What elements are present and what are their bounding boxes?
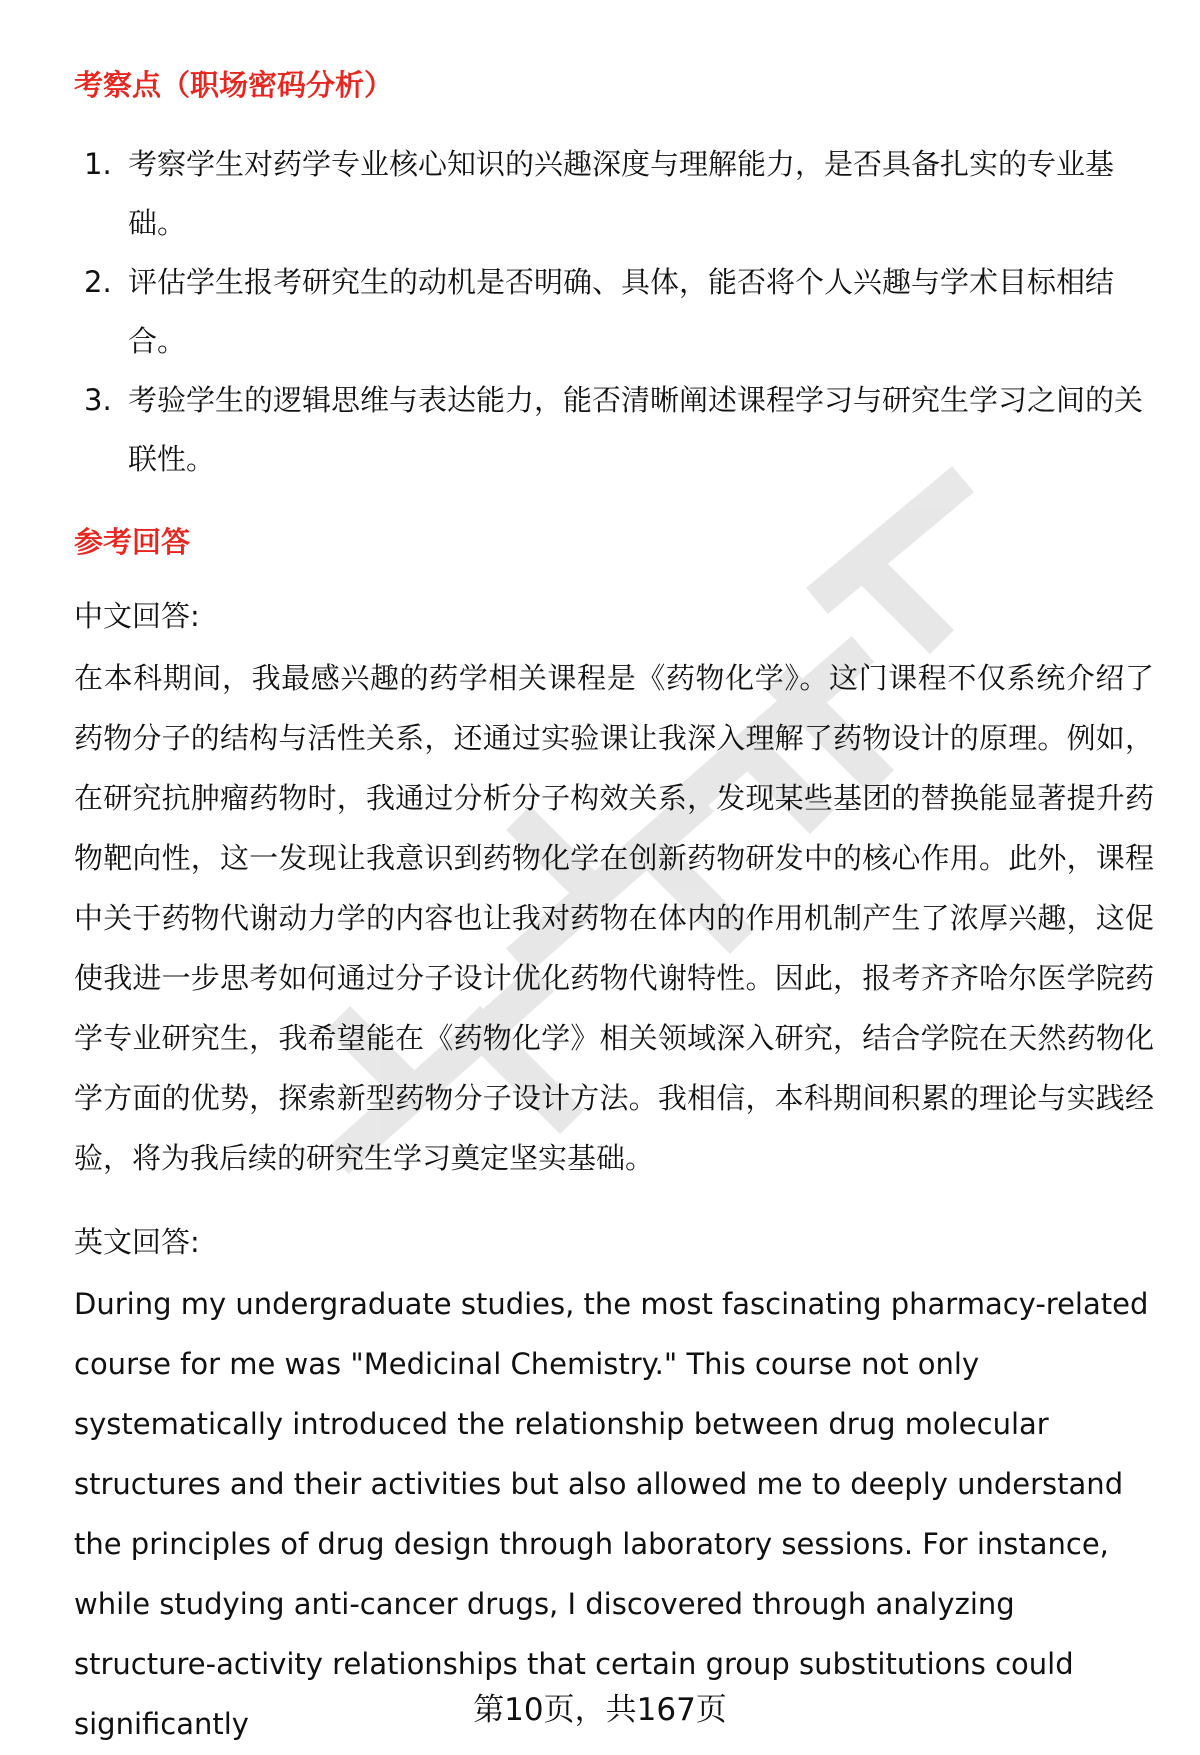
list-item-number: 1.	[84, 147, 112, 181]
chinese-answer-text: 在本科期间，我最感兴趣的药学相关课程是《药物化学》。这门课程不仅系统介绍了药物分子的结构与活性关系，还通过实验课让我深入理解了药物设计的原理。例如，在研究抗肿瘤药物时，我通过分析分子构效关系，发现某些基团的替换能显著提升药物靶向性，这一发现让我意识到药物化学在创新药物研发中的核心作用。此外，课程中关于药物代谢动力学的内容也让我对药物在体内的作用机制产生了浓厚兴趣，这促使我进一步思考如何通过分子设计优化药物代谢特性。因此，报考齐齐哈尔医学院药学专业研究生，我希望能在《药物化学》相关领域深入研究，结合学院在天然药物化学方面的优势，探索新型药物分子设计方法。我相信，本科期间积累的理论与实践经验，将为我后续的研究生学习奠定坚实基础。	[74, 661, 1154, 1175]
english-answer-text: During my undergraduate studies, the most fascinating pharmacy-related course for me was "Medicinal Chemistry." This course not only systematically introduced the relationship between drug molecular structures and their activities but also allowed me to deeply understand the principles of drug design through laboratory sessions. For instance, while studying anti-cancer drugs, I discovered through analyzing structure-activity relationships that certain group substitutions could significantly	[74, 1287, 1149, 1741]
list-item-text: 考察学生对药学专业核心知识的兴趣深度与理解能力，是否具备扎实的专业基础。	[128, 147, 1115, 240]
points-list	[74, 135, 1154, 489]
list-item-number: 3.	[84, 383, 112, 417]
section-heading-points: 考察点（职场密码分析）	[74, 68, 394, 102]
list-item	[74, 371, 1154, 489]
list-item	[74, 253, 1154, 371]
list-item	[74, 135, 1154, 253]
page-number: 第10页，共167页	[473, 1692, 727, 1728]
list-item-text: 评估学生报考研究生的动机是否明确、具体，能否将个人兴趣与学术目标相结合。	[128, 265, 1115, 358]
chinese-answer-label: 中文回答:	[74, 599, 200, 633]
english-answer-label: 英文回答:	[74, 1225, 200, 1259]
list-item-text: 考验学生的逻辑思维与表达能力，能否清晰阐述课程学习与研究生学习之间的关联性。	[128, 383, 1144, 476]
list-item-number: 2.	[84, 265, 112, 299]
section-heading-answer: 参考回答	[74, 525, 191, 559]
